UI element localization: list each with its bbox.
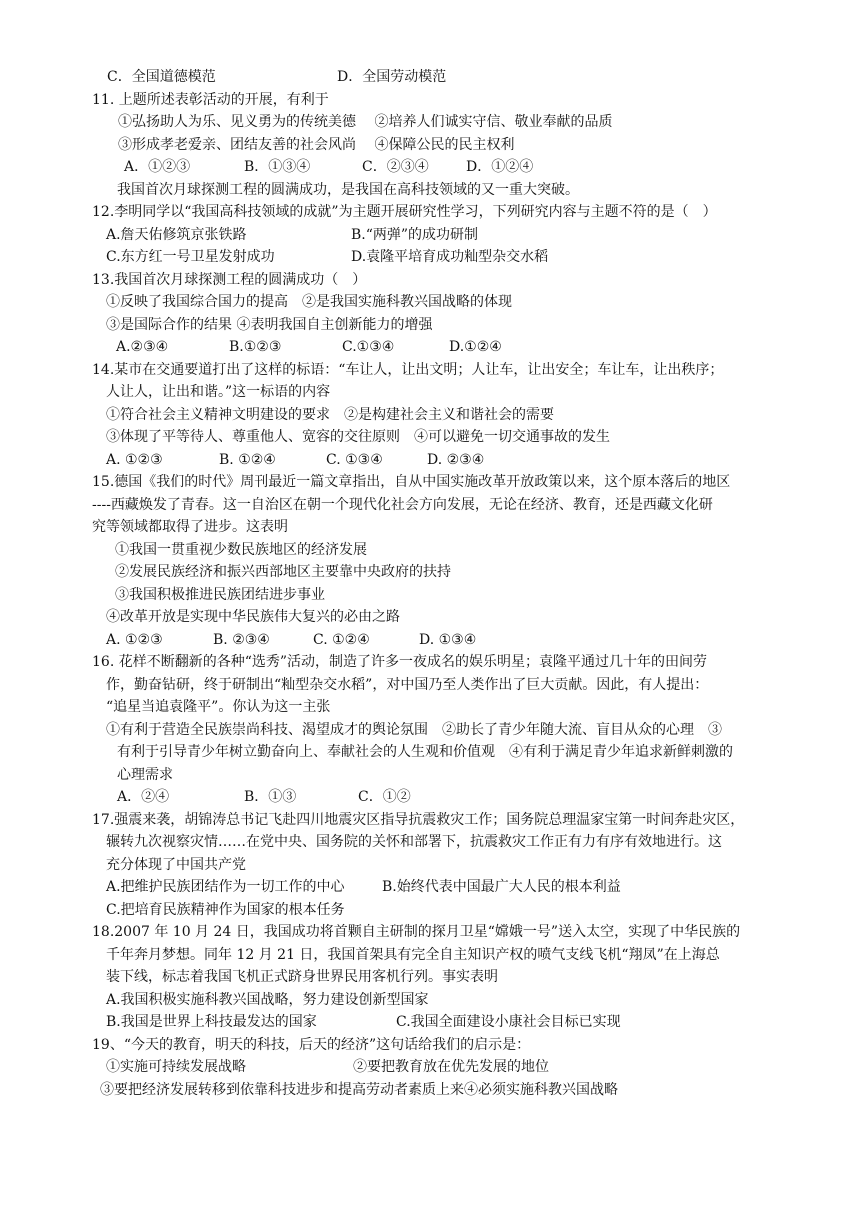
option-a: A．②④	[117, 789, 170, 805]
question-17: 17.强震来袭，胡锦涛总书记飞赴四川地震灾区指导抗震救灾工作；国务院总理温家宝第一时间奔赴灾区，	[92, 811, 745, 828]
option-b: B.始终代表中国最广大人民的根本利益	[382, 879, 621, 895]
question-15: 15.德国《我们的时代》周刊最近一篇文章指出，自从中国实施改革开放政策以来，这个原本落后的地区	[92, 474, 731, 490]
q16-statements: ①有利于营造全民族崇尚科技、渴望成才的舆论氛围 ②助长了青少年随大流、盲目从众的心理 ③	[106, 721, 722, 738]
statement-1: ①实施可持续发展战略	[106, 1059, 246, 1075]
option-a: A. ①②③	[106, 451, 163, 468]
q18-text-cont: 千年奔月梦想。同年 12 月 21 日，我国首架具有完全自主知识产权的喷气支线飞机“翔凤”在上海总	[106, 946, 720, 963]
q14-statement-1-2: ①符合社会主义精神文明建设的要求 ②是构建社会主义和谐社会的需要	[106, 406, 554, 423]
q18-option-a: A.我国积极实施科教兴国战略，努力建设创新型国家	[106, 991, 429, 1008]
option-c: C.①③④	[342, 339, 395, 355]
q17-option-c: C.把培育民族精神作为国家的根本任务	[106, 901, 345, 918]
option-d: D.袁隆平培育成功籼型杂交水稻	[351, 249, 549, 265]
question-14: 14.某市在交通要道打出了这样的标语：“车让人，让出文明；人让车，让出安全；车让车，让出秩序；	[92, 361, 724, 378]
question-11: 11. 上题所述表彰活动的开展，有利于	[92, 91, 329, 108]
option-d: D．①②④	[466, 159, 534, 175]
document-page	[0, 66, 860, 1101]
option-b: B．①③④	[244, 159, 311, 175]
option-c: C. ①②④	[313, 631, 370, 648]
question-19: 19、“今天的教育，明天的科技，后天的经济”这句话给我们的启示是：	[92, 1036, 531, 1053]
q14-options	[0, 449, 860, 472]
q16-text-cont: “追星当追袁隆平”。你认为这一主张	[106, 699, 331, 715]
q17-options-ab	[0, 876, 860, 899]
q12-options-ab	[0, 224, 860, 247]
option-a: A. ①②③	[106, 631, 163, 648]
q11-statement-3-4: ③形成孝老爱亲、团结友善的社会风尚 ④保障公民的民主权利	[118, 136, 515, 153]
option-c: C.东方红一号卫星发射成功	[106, 249, 275, 265]
q16-text-cont: 作，勤奋钻研，终于研制出“籼型杂交水稻”，对中国乃至人类作出了巨大贡献。因此，有人提出：	[106, 676, 709, 693]
option-b: B.“两弹”的成功研制	[351, 226, 479, 243]
q10-options-cd	[0, 66, 860, 89]
q17-text-cont: 辗转九次视察灾情……在党中央、国务院的关怀和部署下，抗震救灾工作正有力有序有效地进行。这	[106, 834, 722, 850]
q15-text-cont: ----西藏焕发了青春。这一自治区在朝一个现代化社会方向发展，无论在经济、教育，还是西藏文化研	[92, 496, 713, 513]
q13-statement-3-4: ③是国际合作的结果 ④表明我国自主创新能力的增强	[106, 316, 433, 333]
q19-statement-1-2	[0, 1056, 860, 1079]
option-c: C.我国全面建设小康社会目标已实现	[396, 1014, 621, 1030]
option-b: B. ②③④	[213, 631, 270, 648]
q15-statement-4: ④改革开放是实现中华民族伟大复兴的必由之路	[106, 609, 400, 625]
q11-options	[0, 156, 860, 179]
q19-statement-3-4: ③要把经济发展转移到依靠科技进步和提高劳动者素质上来④必须实施科教兴国战略	[100, 1081, 618, 1098]
q12-options-cd	[0, 246, 860, 269]
q15-text-cont: 究等领域都取得了进步。这表明	[92, 519, 288, 535]
option-c: C．全国道德模范	[107, 69, 216, 85]
q14-statement-3-4: ③体现了平等待人、尊重他人、宽容的交往原则 ④可以避免一切交通事故的发生	[106, 429, 610, 445]
q15-statement-3: ③我国积极推进民族团结进步事业	[115, 586, 325, 603]
option-b: B. ①②④	[219, 451, 276, 468]
option-a: A.詹天佑修筑京张铁路	[106, 226, 247, 243]
q13-options	[0, 336, 860, 359]
option-a: A.②③④	[116, 339, 169, 355]
option-b: B．①③	[244, 789, 297, 805]
question-13: 13.我国首次月球探测工程的圆满成功（ ）	[92, 271, 367, 288]
option-d: D．全国劳动模范	[337, 69, 447, 85]
option-d: D. ①③④	[419, 631, 477, 648]
option-b: B.①②③	[229, 339, 282, 355]
option-a: A．①②③	[124, 159, 191, 175]
option-b: B.我国是世界上科技最发达的国家	[106, 1014, 317, 1030]
statement-2: ②要把教育放在优先发展的地位	[353, 1059, 549, 1075]
material-text: 我国首次月球探测工程的圆满成功，是我国在高科技领域的又一重大突破。	[117, 181, 579, 198]
q13-statement-1-2: ①反映了我国综合国力的提高 ②是我国实施科教兴国战略的体现	[106, 294, 512, 310]
q18-options-bc	[0, 1011, 860, 1034]
question-12: 12.李明同学以“我国高科技领域的成就”为主题开展研究性学习，下列研究内容与主题不符的是（ ）	[92, 204, 717, 220]
q15-statement-2: ②发展民族经济和振兴西部地区主要靠中央政府的扶持	[115, 564, 451, 580]
option-d: D. ②③④	[427, 451, 485, 468]
q16-statements-cont: 心理需求	[117, 766, 173, 783]
q14-text-cont: 人让人，让出和谐。”这一标语的内容	[106, 384, 331, 400]
option-c: C. ①③④	[326, 451, 383, 468]
q16-statements-cont: 有利于引导青少年树立勤奋向上、奉献社会的人生观和价值观 ④有利于满足青少年追求新鲜刺激的	[117, 744, 733, 760]
q18-text-cont: 装下线，标志着我国飞机正式跻身世界民用客机行列。事实表明	[106, 969, 498, 985]
option-c: C．①②	[358, 789, 411, 805]
q15-options	[0, 629, 860, 652]
q17-text-cont: 充分体现了中国共产党	[106, 856, 246, 873]
question-18: 18.2007 年 10 月 24 日，我国成功将首颗自主研制的探月卫星“嫦娥一号”送入太空，实现了中华民族的	[92, 924, 741, 940]
option-a: A.把维护民族团结作为一切工作的中心	[106, 879, 345, 895]
q11-statement-1-2: ①弘扬助人为乐、见义勇为的传统美德 ②培养人们诚实守信、敬业奉献的品质	[118, 114, 613, 130]
question-16: 16. 花样不断翻新的各种“选秀”活动，制造了许多一夜成名的娱乐明星；袁隆平通过几十年的田间劳	[92, 654, 708, 670]
q16-options	[0, 786, 860, 809]
q15-statement-1: ①我国一贯重视少数民族地区的经济发展	[115, 541, 367, 558]
option-d: D.①②④	[449, 339, 502, 355]
option-c: C．②③④	[362, 159, 429, 175]
